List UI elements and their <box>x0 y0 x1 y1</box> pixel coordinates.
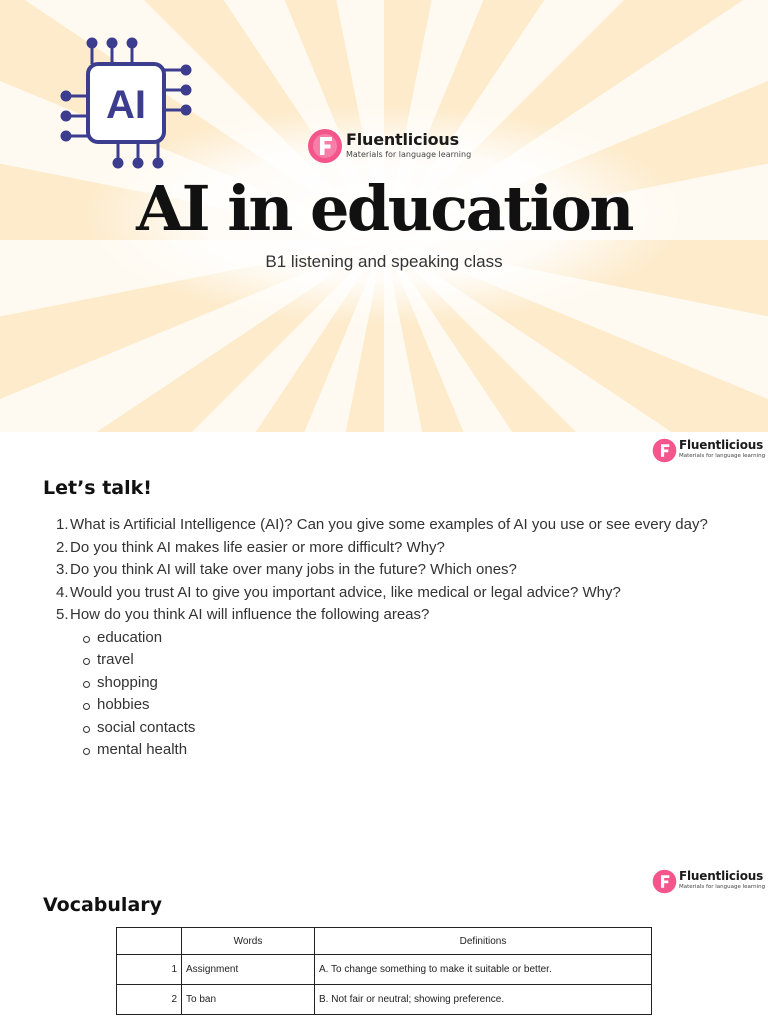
ai-chip-icon <box>56 36 196 172</box>
brand-tagline: Materials for language learning <box>679 884 766 890</box>
word-cell: To ban <box>182 985 315 1015</box>
areas-list <box>82 627 746 762</box>
area-item: education <box>82 627 746 650</box>
brand-logo-small <box>652 868 764 896</box>
question-item: 1. What is Artificial Intelligence (AI)? Can you give some examples of AI you use or see every day? <box>56 516 708 533</box>
question-text: Do you think AI makes life easier or more difficult? Why? <box>70 538 445 556</box>
question-item: 2. Do you think AI makes life easier or more difficult? Why? <box>56 538 445 556</box>
chip-label: AI <box>106 83 146 127</box>
row-number: 2 <box>117 985 182 1015</box>
area-item: travel <box>82 649 746 672</box>
question-item: 4. Would you trust AI to give you important advice, like medical or legal advice? Why? <box>56 583 621 601</box>
column-header: Words <box>182 928 315 955</box>
brand-name: Fluentlicious <box>346 130 459 149</box>
definition-cell: B. Not fair or neutral; showing preference. <box>315 985 652 1015</box>
area-item: mental health <box>82 739 746 762</box>
fluentlicious-logo-icon <box>652 869 677 894</box>
question-text: What is Artificial Intelligence (AI)? Can you give some examples of AI you use or see every day? <box>70 516 708 533</box>
question-item: 3. Do you think AI will take over many jobs in the future? Which ones? <box>56 561 517 578</box>
cover-section <box>0 0 768 432</box>
brand-tagline: Materials for language learning <box>346 150 472 159</box>
brand-logo <box>307 128 472 166</box>
column-header: Definitions <box>315 928 652 955</box>
page-title: AI in education <box>136 172 632 245</box>
brand-logo-small <box>652 437 764 465</box>
question-text: Do you think AI will take over many jobs in the future? Which ones? <box>70 561 517 578</box>
area-item: hobbies <box>82 694 746 717</box>
definition-cell: A. To change something to make it suitable or better. <box>315 955 652 985</box>
lets-talk-heading: Let’s talk! <box>43 477 152 499</box>
fluentlicious-logo-icon <box>652 438 677 463</box>
word-cell: Assignment <box>182 955 315 985</box>
fluentlicious-logo-icon <box>307 128 343 164</box>
column-header <box>117 928 182 955</box>
question-text: How do you think AI will influence the following areas? <box>70 606 430 623</box>
area-item: social contacts <box>82 717 746 740</box>
brand-name: Fluentlicious <box>679 869 764 883</box>
question-item: 5. How do you think AI will influence the following areas? education travel shopping hobbies social contacts mental health <box>56 604 746 762</box>
brand-name: Fluentlicious <box>679 438 764 452</box>
table-row <box>117 985 652 1015</box>
question-text: Would you trust AI to give you important advice, like medical or legal advice? Why? <box>70 583 621 601</box>
brand-tagline: Materials for language learning <box>679 453 766 459</box>
vocabulary-heading: Vocabulary <box>43 894 163 916</box>
discussion-questions <box>56 514 746 762</box>
row-number: 1 <box>117 955 182 985</box>
table-row <box>117 955 652 985</box>
table-header-row <box>117 928 652 955</box>
vocabulary-table <box>116 927 652 1015</box>
area-item: shopping <box>82 672 746 695</box>
page-subtitle: B1 listening and speaking class <box>265 252 503 271</box>
